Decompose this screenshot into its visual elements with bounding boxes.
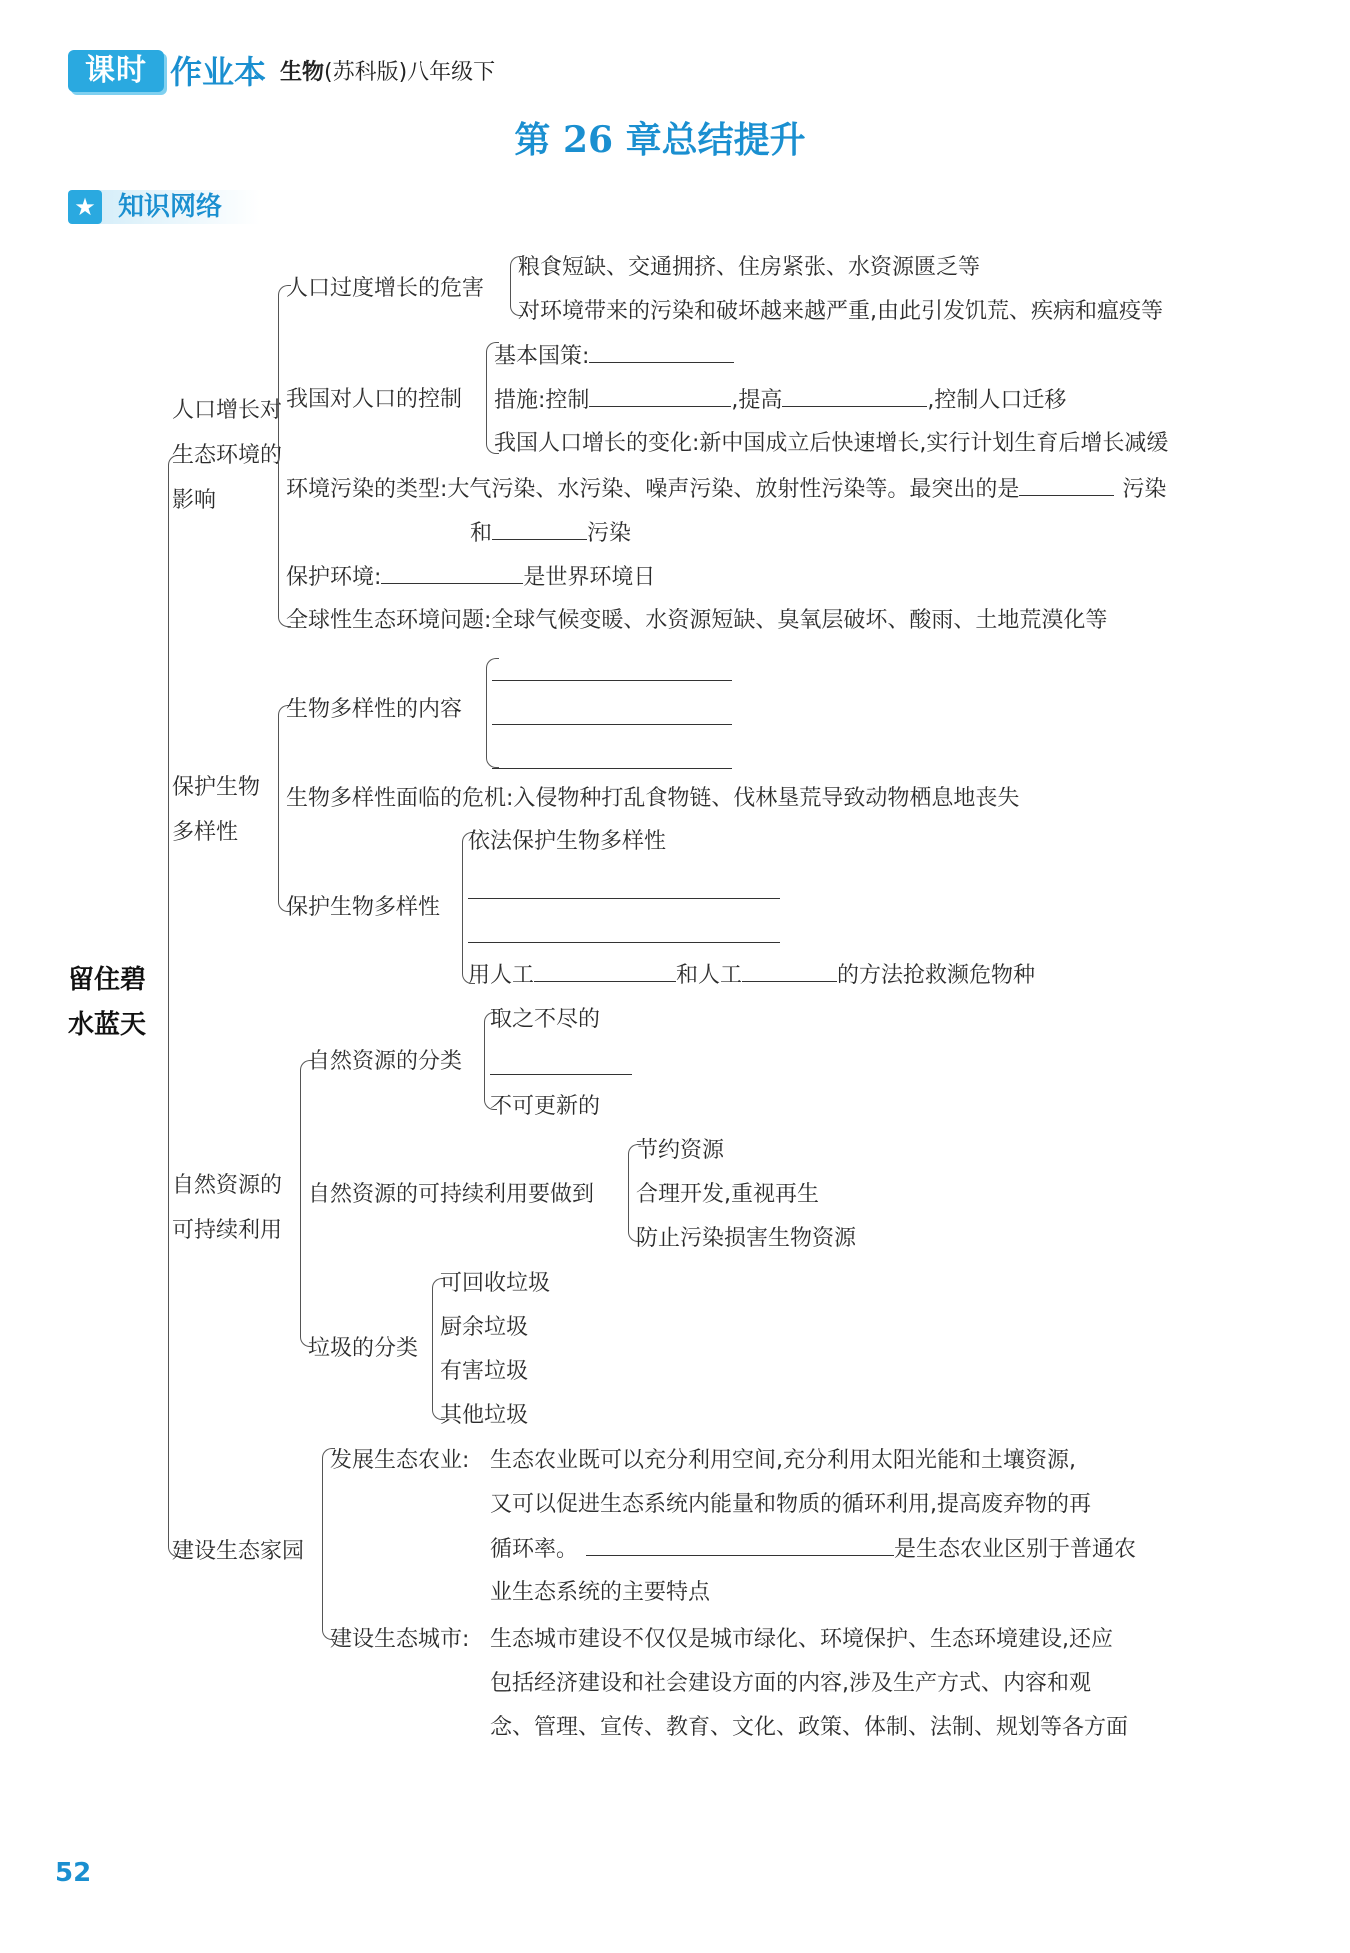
artificial-b: 和人工	[676, 963, 743, 988]
pollution-blank-2[interactable]	[492, 519, 587, 540]
harm-label: 人口过度增长的危害	[286, 276, 485, 301]
population-change: 我国人口增长的变化:新中国成立后快速增长,实行计划生育后增长减缓	[494, 431, 1169, 456]
sustain-label: 自然资源的可持续利用要做到	[308, 1182, 595, 1207]
policy-blank[interactable]	[589, 342, 734, 363]
brand-name: 作业本	[170, 53, 267, 91]
classify-label: 自然资源的分类	[308, 1049, 463, 1074]
law-item: 依法保护生物多样性	[468, 829, 667, 854]
artificial-blank-2[interactable]	[742, 961, 837, 982]
content-blank[interactable]	[492, 768, 732, 769]
biodiversity-node: 保护生物多样性	[172, 775, 261, 845]
agri-end: 是生态农业区别于普通农	[894, 1537, 1137, 1562]
harm-item: 粮食短缺、交通拥挤、住房紧张、水资源匮乏等	[518, 255, 981, 280]
protect-env-b: 是世界环境日	[523, 565, 656, 590]
eco-home-node: 建设生态家园	[172, 1539, 305, 1564]
pollution-a: 环境污染的类型:大气污染、水污染、噪声污染、放射性污染等。最突出的是	[286, 477, 1020, 502]
resources-node: 自然资源的可持续利用	[172, 1173, 283, 1243]
policy-label: 基本国策:	[494, 344, 590, 369]
logo: 课时	[68, 50, 164, 92]
measure-b: ,提高	[731, 388, 783, 413]
agri-line: 生态农业既可以充分利用空间,充分利用太阳光能和土壤资源,	[490, 1448, 1076, 1473]
root-node: 留住碧水蓝天	[68, 965, 147, 1040]
agri-line: 又可以促进生态系统内能量和物质的循环利用,提高废弃物的再	[490, 1492, 1091, 1517]
city-line: 念、管理、宣传、教育、文化、政策、体制、法制、规划等各方面	[490, 1715, 1129, 1740]
sustain-item: 合理开发,重视再生	[636, 1182, 819, 1207]
protect-bio-label: 保护生物多样性	[286, 895, 441, 920]
agri-label: 发展生态农业:	[330, 1448, 470, 1473]
pollution-c: 和	[470, 521, 493, 546]
protect-blank[interactable]	[468, 942, 780, 943]
edition: (苏科版)八年级下	[324, 60, 496, 85]
page-number: 52	[55, 1858, 92, 1888]
pollution-blank-1[interactable]	[1019, 475, 1114, 496]
harm-item: 对环境带来的污染和破坏越来越严重,由此引发饥荒、疾病和瘟疫等	[518, 299, 1163, 324]
agri-last: 业生态系统的主要特点	[490, 1580, 711, 1605]
global-issues: 全球性生态环境问题:全球气候变暖、水资源短缺、臭氧层破坏、酸雨、土地荒漠化等	[286, 608, 1108, 633]
root-brace	[168, 455, 181, 1557]
section-title: 知识网络	[118, 192, 223, 222]
population-node: 人口增长对生态环境的影响	[172, 398, 283, 513]
measure-blank-1[interactable]	[589, 386, 731, 407]
pollution-b: 污染	[1122, 477, 1167, 502]
protect-blank[interactable]	[468, 898, 780, 899]
page-title: 第 26 章总结提升	[514, 119, 806, 161]
artificial-a: 用人工	[468, 963, 535, 988]
sustain-item: 防止污染损害生物资源	[636, 1226, 857, 1251]
subject-line	[280, 58, 495, 88]
garbage-item: 有害垃圾	[440, 1359, 529, 1384]
city-line: 生态城市建设不仅仅是城市绿化、环境保护、生态环境建设,还应	[490, 1627, 1113, 1652]
artificial-line	[468, 961, 1035, 990]
pollution-line	[286, 475, 1166, 504]
protect-env-line	[286, 563, 655, 592]
control-label: 我国对人口的控制	[286, 387, 463, 412]
garbage-label: 垃圾的分类	[308, 1336, 419, 1361]
nonrenewable-item: 不可更新的	[490, 1094, 601, 1119]
garbage-item: 其他垃圾	[440, 1403, 529, 1428]
garbage-item: 厨余垃圾	[440, 1315, 529, 1340]
protect-env-a: 保护环境:	[286, 565, 382, 590]
content-brace	[486, 658, 499, 768]
crisis-line: 生物多样性面临的危机:入侵物种打乱食物链、伐林垦荒导致动物栖息地丧失	[286, 786, 1020, 811]
content-label: 生物多样性的内容	[286, 697, 463, 722]
agri-blank[interactable]	[586, 1535, 894, 1556]
subject-name: 生物	[280, 60, 325, 85]
measure-a: 措施:控制	[494, 388, 590, 413]
pollution-line-2	[470, 519, 631, 548]
garbage-item: 可回收垃圾	[440, 1271, 551, 1296]
star-icon: ★	[68, 190, 102, 224]
sustain-item: 节约资源	[636, 1138, 725, 1163]
artificial-c: 的方法抢救濒危物种	[837, 963, 1036, 988]
city-line: 包括经济建设和社会建设方面的内容,涉及生产方式、内容和观	[490, 1671, 1091, 1696]
env-day-blank[interactable]	[381, 563, 523, 584]
artificial-blank-1[interactable]	[534, 961, 676, 982]
policy-line	[494, 342, 734, 371]
classify-blank[interactable]	[490, 1074, 632, 1075]
eco-home-brace	[322, 1448, 335, 1640]
pollution-d: 污染	[587, 521, 632, 546]
inexhaustible-item: 取之不尽的	[490, 1007, 601, 1032]
measure-c: ,控制人口迁移	[927, 388, 1067, 413]
agri-line-3	[490, 1535, 1136, 1564]
city-label: 建设生态城市:	[330, 1627, 470, 1652]
measure-blank-2[interactable]	[782, 386, 927, 407]
measure-line	[494, 386, 1066, 415]
content-blank[interactable]	[492, 680, 732, 681]
garbage-brace	[432, 1278, 445, 1420]
content-blank[interactable]	[492, 724, 732, 725]
agri-line: 循环率。	[490, 1537, 579, 1562]
